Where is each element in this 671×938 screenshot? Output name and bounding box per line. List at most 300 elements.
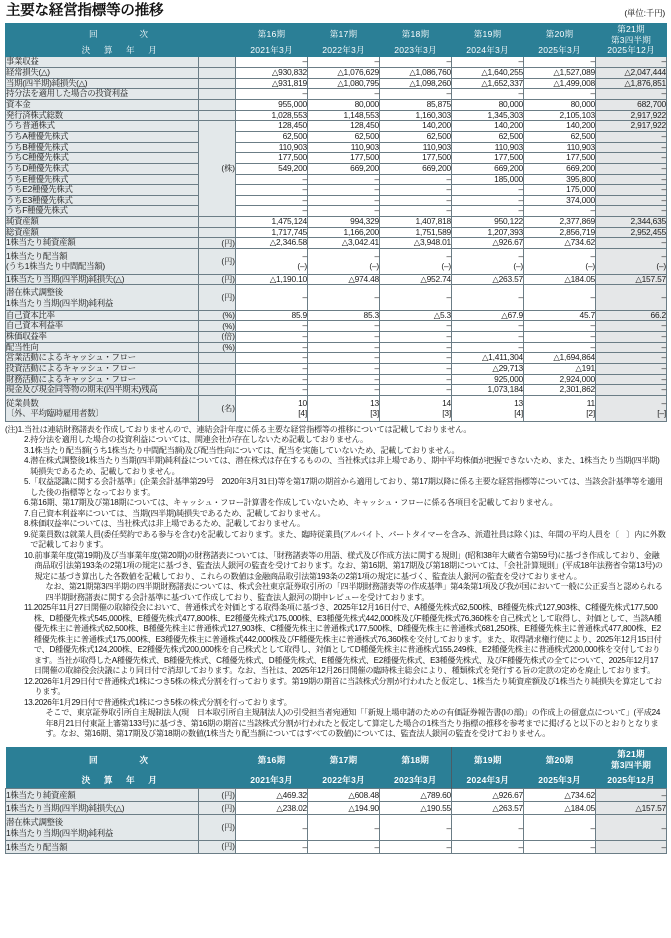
table-cell [380, 227, 452, 238]
table-row [6, 153, 667, 164]
cell-value: 1,073,184 [487, 384, 524, 395]
unit-note: (単位:千円) [624, 7, 665, 18]
table-cell [308, 131, 380, 142]
table-cell [308, 78, 380, 89]
table-cell [524, 142, 596, 153]
cell-value: – [590, 251, 596, 262]
note-item [5, 477, 666, 498]
row-label [6, 385, 199, 396]
cell-value: – [446, 352, 452, 363]
cell-value: △1,086,760 [409, 66, 452, 77]
cell-value: – [374, 320, 380, 331]
cell-value: △263.57 [492, 273, 524, 284]
cell-value: 1,475,124 [271, 216, 308, 227]
header-row-label: 回 次 [6, 23, 236, 45]
row-label-line1: 現金及び現金同等物の期末(四半期末)残高 [6, 384, 158, 395]
row-label [6, 131, 199, 142]
header-period-label: 決 算 年 月 [6, 46, 236, 57]
row-label-line1: うちC種優先株式 [6, 152, 69, 163]
table-row [6, 374, 667, 385]
row-unit: (%) [199, 342, 236, 353]
row-unit [199, 78, 236, 89]
cell-value: – [518, 841, 524, 852]
cell-value: – [446, 173, 452, 184]
table-cell [236, 195, 308, 206]
row-unit: (%) [199, 321, 236, 332]
table-cell [380, 374, 452, 385]
cell-value: 13 [370, 398, 380, 408]
table-cell [236, 163, 308, 174]
cell-value: 2,917,922 [630, 109, 667, 120]
table-cell [308, 217, 380, 228]
row-label [6, 815, 199, 841]
cell-value: △469.32 [276, 790, 308, 801]
cell-value: 2,344,635 [630, 216, 667, 227]
cell-value: – [661, 152, 667, 163]
cell-value: △1,640,255 [481, 66, 524, 77]
table-cell [596, 57, 667, 68]
note-text: 株価収益率については、当社株式は非上場であるため、記載しておりません。 [30, 519, 305, 529]
table-cell [236, 67, 308, 78]
table-cell [452, 285, 524, 311]
table-cell [596, 385, 667, 396]
cell-value: 1,160,303 [415, 109, 452, 120]
table-cell [452, 274, 524, 285]
table-cell [236, 310, 308, 321]
note-marker: 6. [24, 498, 31, 508]
row-label [6, 163, 199, 174]
cell-value-secondary: (–) [656, 261, 667, 272]
cell-value: – [374, 251, 380, 262]
table-cell [308, 89, 380, 100]
row-label-line1: 財務活動によるキャッシュ・フロー [6, 373, 136, 384]
cell-value: 85,875 [426, 98, 452, 109]
table-cell [452, 227, 524, 238]
row-label-line1: 1株当たり純資産額 [6, 790, 76, 801]
table-header [6, 23, 667, 56]
cell-value: – [374, 384, 380, 395]
cell-value: – [661, 162, 667, 173]
table-row [6, 99, 667, 110]
cell-value: – [661, 790, 667, 801]
cell-value: – [661, 184, 667, 195]
row-label-line1: 1株当たり配当額 [6, 841, 68, 852]
header-date-1: 2021年3月 [236, 46, 308, 57]
table-cell [236, 89, 308, 100]
row-label [6, 396, 199, 422]
cell-value: 80,000 [354, 98, 380, 109]
table-cell [308, 67, 380, 78]
table-row [6, 57, 667, 68]
row-label-line1: 配当性向 [6, 341, 39, 352]
cell-value: – [374, 205, 380, 216]
header-date-2: 2022年3月 [308, 46, 380, 57]
cell-value: – [518, 291, 524, 302]
table-cell [524, 332, 596, 343]
cell-value: – [302, 331, 308, 342]
cell-value: △930,832 [271, 66, 308, 77]
table-cell [452, 110, 524, 121]
header-date-6: 2025年12月 [596, 46, 667, 57]
table-cell [380, 840, 452, 853]
cell-value: △1,694,864 [553, 352, 596, 363]
cell-value: – [446, 331, 452, 342]
table-cell [452, 815, 524, 841]
table-row [6, 238, 667, 249]
row-label-line1: 資本金 [6, 98, 31, 109]
row-unit: (倍) [199, 332, 236, 343]
cell-value: – [374, 194, 380, 205]
bottom-header-date-3: 2023年3月 [380, 772, 452, 789]
cell-value: – [661, 841, 667, 852]
cell-value: 925,000 [494, 373, 524, 384]
table-cell [452, 206, 524, 217]
table-row [6, 185, 667, 196]
table-cell [308, 353, 380, 364]
cell-value: △734.62 [564, 790, 596, 801]
table-cell [236, 802, 308, 815]
row-label-line1: 総資産額 [6, 226, 39, 237]
row-label-line1: 1株当たり当期(四半期)純損失(△) [6, 803, 125, 814]
table-cell [596, 238, 667, 249]
cell-value: 1,407,818 [415, 216, 452, 227]
cell-value: – [302, 352, 308, 363]
row-label-line1: 営業活動によるキャッシュ・フロー [6, 352, 136, 363]
table-cell [308, 142, 380, 153]
cell-value: – [302, 363, 308, 374]
table-cell [308, 321, 380, 332]
table-cell [236, 789, 308, 802]
table-cell [380, 195, 452, 206]
table-cell [308, 789, 380, 802]
row-unit [199, 89, 236, 100]
cell-value: 110,903 [350, 141, 380, 152]
table-cell [524, 285, 596, 311]
cell-value: △157.57 [635, 803, 667, 814]
note-text: 2026年1月29日付で普通株式1株につき5株の株式分割を行っております。 [34, 697, 292, 707]
cell-value: △194.90 [348, 803, 380, 814]
table-cell [380, 206, 452, 217]
cell-value: – [661, 56, 667, 67]
cell-value: 2,924,000 [559, 373, 596, 384]
table-cell [380, 285, 452, 311]
cell-value: 669,200 [350, 162, 380, 173]
cell-value: 62,500 [354, 130, 380, 141]
row-label [6, 310, 199, 321]
row-label-line1: 1株当たり当期(四半期)純損失(△) [6, 273, 125, 284]
cell-value: 2,301,862 [559, 384, 596, 395]
cell-value: 177,500 [494, 152, 524, 163]
table-cell [596, 217, 667, 228]
cell-value: – [518, 56, 524, 67]
table-cell [308, 274, 380, 285]
cell-value-secondary: (–) [441, 261, 452, 272]
cell-value: – [374, 352, 380, 363]
table-cell [308, 385, 380, 396]
row-unit: (円) [199, 285, 236, 311]
row-label-line2: 1株当たり当期(四半期)純利益 [6, 297, 113, 308]
header-period-2: 第17期 [308, 23, 380, 45]
table-cell [380, 789, 452, 802]
header-date-3: 2023年3月 [380, 46, 452, 57]
table-row [6, 163, 667, 174]
table-cell [596, 174, 667, 185]
cell-value: 110,903 [422, 141, 452, 152]
cell-value: 128,450 [278, 120, 308, 131]
table-cell [524, 227, 596, 238]
table-row [6, 89, 667, 100]
row-label [6, 342, 199, 353]
bottom-header-period-6 [596, 747, 667, 772]
table-row [6, 310, 667, 321]
cell-value: – [590, 56, 596, 67]
table-cell [236, 131, 308, 142]
note-item [5, 435, 666, 446]
notes-section [5, 425, 666, 740]
cell-value: – [661, 130, 667, 141]
note-body [30, 530, 666, 551]
table-cell [596, 195, 667, 206]
table-cell [452, 185, 524, 196]
row-label-line1: 発行済株式総数 [6, 109, 63, 120]
table-cell [452, 163, 524, 174]
row-unit: (円) [199, 274, 236, 285]
cell-value: △29,713 [492, 363, 524, 374]
table-cell [596, 285, 667, 311]
table-cell [236, 321, 308, 332]
cell-value: – [302, 205, 308, 216]
note-marker: 7. [24, 508, 31, 518]
cell-value: 1,207,393 [487, 226, 524, 237]
row-label [6, 802, 199, 815]
table-cell [524, 802, 596, 815]
cell-value: – [446, 88, 452, 99]
cell-value: – [590, 331, 596, 342]
cell-value: – [302, 320, 308, 331]
cell-value: – [302, 841, 308, 852]
row-unit: (円) [199, 249, 236, 275]
table-cell [524, 89, 596, 100]
row-label-line1: うちB種優先株式 [6, 141, 69, 152]
cell-value: – [302, 384, 308, 395]
table-cell [380, 353, 452, 364]
table-cell [236, 840, 308, 853]
row-label [6, 57, 199, 68]
cell-value: – [661, 251, 667, 262]
table-cell [452, 142, 524, 153]
note-marker: 13. [24, 697, 35, 707]
note-text: 第16期、第17期及び第18期については、キャッシュ・フロー計算書を作成していないため、キャッシュ・フローに係る各項目を記載しておりません。 [30, 498, 558, 508]
table-cell [596, 364, 667, 375]
note-text: 2026年1月29日付で普通株式1株につき5株の株式分割を行っております。第19期の期首に当該株式分割が行われたと仮定し、1株当たり純資産額及び1株当たり純損失を算定しております。 [34, 676, 662, 697]
table-cell [308, 285, 380, 311]
row-label-line1: うちE種優先株式 [6, 173, 69, 184]
cell-value: – [590, 341, 596, 352]
table-row [6, 364, 667, 375]
note-text: 自己資本利益率については、当期(四半期)純損失であるため、記載しておりません。 [30, 508, 326, 518]
table-cell [308, 153, 380, 164]
table-cell [236, 238, 308, 249]
header-date-4: 2024年3月 [452, 46, 524, 57]
cell-value: 549,200 [278, 162, 308, 173]
cell-value: 374,000 [566, 194, 596, 205]
table-cell [452, 789, 524, 802]
cell-value-secondary: (–) [585, 261, 596, 272]
table-row [6, 142, 667, 153]
cell-value: – [661, 194, 667, 205]
cell-value: – [374, 184, 380, 195]
cell-value: 955,000 [278, 98, 308, 109]
cell-value: – [446, 320, 452, 331]
row-label [6, 353, 199, 364]
cell-value: – [374, 331, 380, 342]
row-label [6, 89, 199, 100]
cell-value: – [518, 320, 524, 331]
cell-value: – [590, 291, 596, 302]
cell-value: △1,499,008 [553, 77, 596, 88]
table-cell [380, 99, 452, 110]
note-body [35, 698, 666, 740]
cell-value: △238.02 [276, 803, 308, 814]
row-label [6, 185, 199, 196]
table-row [6, 131, 667, 142]
table-cell [236, 374, 308, 385]
table-cell [380, 238, 452, 249]
row-unit: (円) [199, 789, 236, 802]
cell-value: 66.2 [650, 309, 667, 320]
cell-value: 1,345,303 [487, 109, 524, 120]
bottom-header-period-6-sub: 第3四半期 [610, 759, 652, 770]
table-cell [452, 67, 524, 78]
row-label-line1: 純資産額 [6, 216, 39, 227]
cell-value: 110,903 [494, 141, 524, 152]
table-cell [596, 789, 667, 802]
note-body [30, 446, 666, 457]
table-cell [452, 364, 524, 375]
note-text: 潜在株式調整後1株当たり当期(四半期)純利益については、潜在株式は存在するものの、当社株式は非上場であり、期中平均株価が把握できないため、また、1株当たり当期(四半期)純損失であるため、記載しておりません。 [30, 456, 660, 476]
table-cell [308, 396, 380, 422]
table-cell [524, 238, 596, 249]
cell-value: – [302, 88, 308, 99]
table-cell [524, 310, 596, 321]
note-text: 「収益認識に関する会計基準」(企業会計基準第29号 2020年3月31日)等を第17期の期首から適用しており、第17期以降に係る主要な経営指標等については、当該会計基準等を適用した後の指標等となっております。 [30, 477, 663, 497]
row-label [6, 78, 199, 89]
bottom-header-row-label: 回 次 [6, 747, 236, 772]
table-cell [596, 227, 667, 238]
cell-value: △184.05 [564, 273, 596, 284]
table-cell [452, 385, 524, 396]
table-cell [236, 217, 308, 228]
table-cell [596, 206, 667, 217]
cell-value: 950,122 [494, 216, 524, 227]
cell-value-secondary: [4] [514, 408, 524, 419]
table-cell [524, 206, 596, 217]
table-cell [596, 321, 667, 332]
table-cell [596, 815, 667, 841]
header-period-3: 第18期 [380, 23, 452, 45]
cell-value: – [518, 341, 524, 352]
row-label [6, 67, 199, 78]
table-cell [596, 121, 667, 132]
table-cell [380, 274, 452, 285]
title-row [5, 4, 666, 23]
cell-value: – [302, 373, 308, 384]
note-body [35, 551, 666, 604]
cell-value: – [374, 173, 380, 184]
row-unit: (円) [199, 840, 236, 853]
table-cell [596, 274, 667, 285]
table-cell [452, 131, 524, 142]
row-unit [199, 57, 236, 68]
row-label-line1: うちA種優先株式 [6, 130, 69, 141]
cell-value: – [374, 841, 380, 852]
table-cell [596, 110, 667, 121]
cell-value: – [302, 173, 308, 184]
row-label [6, 840, 199, 853]
table-cell [236, 153, 308, 164]
row-unit: (%) [199, 310, 236, 321]
table-cell [236, 142, 308, 153]
cell-value: △191 [575, 363, 596, 374]
table-row [6, 110, 667, 121]
table-cell [308, 815, 380, 841]
cell-value: – [446, 56, 452, 67]
table-cell [236, 174, 308, 185]
cell-value: 2,952,455 [630, 226, 667, 237]
cell-value: – [518, 251, 524, 262]
table-row [6, 206, 667, 217]
table-row [6, 285, 667, 311]
row-label [6, 153, 199, 164]
row-unit: (円) [199, 802, 236, 815]
table-cell [452, 238, 524, 249]
note-marker: (注)1. [5, 424, 24, 434]
row-label [6, 364, 199, 375]
cell-value: △1,652,337 [481, 77, 524, 88]
table-cell [596, 78, 667, 89]
cell-value: 2,917,922 [630, 120, 667, 131]
table-cell [524, 815, 596, 841]
row-label [6, 227, 199, 238]
table-cell [380, 89, 452, 100]
cell-value: △2,047,444 [624, 66, 667, 77]
bottom-header-date-5: 2025年3月 [524, 772, 596, 789]
row-unit [199, 217, 236, 228]
cell-value: 62,500 [498, 130, 524, 141]
table-cell [236, 110, 308, 121]
cell-value: 185,000 [494, 173, 524, 184]
table-cell [236, 364, 308, 375]
cell-value: – [374, 341, 380, 352]
row-unit: (円) [199, 238, 236, 249]
table-cell [308, 195, 380, 206]
note-marker: 12. [24, 676, 35, 686]
cell-value: 1,751,589 [415, 226, 452, 237]
row-label-line1: 経常損失(△) [6, 66, 50, 77]
cell-value: – [661, 341, 667, 352]
cell-value: – [302, 56, 308, 67]
table-cell [380, 249, 452, 275]
note-body [34, 603, 666, 677]
note-body [30, 435, 666, 446]
note-marker: 3. [24, 445, 31, 455]
note-item [5, 456, 666, 477]
note-marker: 4. [24, 456, 31, 466]
cell-value: 62,500 [282, 130, 308, 141]
table-cell [596, 67, 667, 78]
table-row [6, 815, 667, 841]
cell-value: – [590, 320, 596, 331]
